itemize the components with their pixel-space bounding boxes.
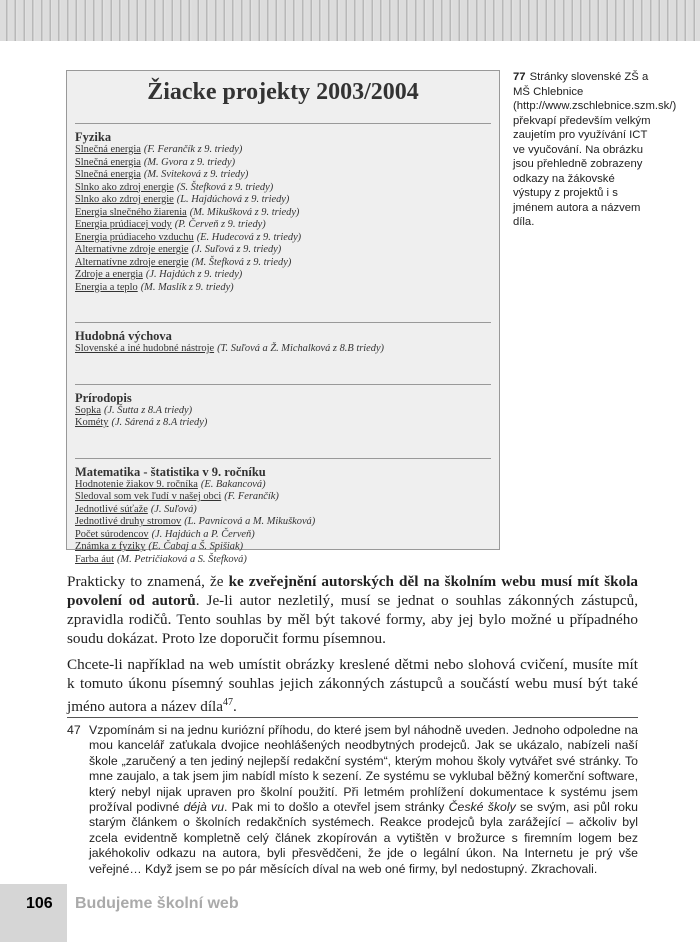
footnote xyxy=(67,717,638,877)
project-author: (J. Hajdúch a P. Červeň) xyxy=(151,528,255,540)
project-author: (M. Maslík z 9. triedy) xyxy=(140,281,234,293)
project-item xyxy=(75,244,491,257)
project-item xyxy=(75,219,491,232)
project-link[interactable]: Počet súrodencov xyxy=(75,528,149,540)
fn-i1: déjà vu xyxy=(183,800,225,815)
project-item xyxy=(75,529,491,542)
footnote-text xyxy=(67,723,638,877)
project-link[interactable]: Alternatívne zdroje energie xyxy=(75,244,189,255)
project-link[interactable]: Kométy xyxy=(75,417,109,428)
project-link[interactable]: Energia slnečného žiarenia xyxy=(75,206,187,218)
project-link[interactable]: Alternatívne zdroje energie xyxy=(75,256,189,268)
project-author: (J. Suľová z 9. triedy) xyxy=(191,244,282,255)
project-author: (L. Pavnicová a M. Mikušková) xyxy=(184,516,316,527)
paragraph-1 xyxy=(67,572,638,648)
footer-box xyxy=(0,884,67,942)
project-sections xyxy=(75,123,491,566)
project-link[interactable]: Sopka xyxy=(75,404,101,416)
body-text xyxy=(67,572,638,723)
fn-t2: . Pak mi to došlo a otevřel jsem stránky xyxy=(224,800,449,815)
project-author: (M. Petričiaková a S. Štefková) xyxy=(116,553,247,565)
project-link[interactable]: Jednotlivé druhy stromov xyxy=(75,516,182,527)
project-item xyxy=(75,417,491,430)
project-item xyxy=(75,504,491,517)
project-author: (J. Suľová) xyxy=(150,503,197,515)
project-item xyxy=(75,182,491,195)
project-item xyxy=(75,554,491,567)
project-link[interactable]: Známka z fyziky xyxy=(75,541,146,552)
project-item xyxy=(75,516,491,529)
project-author: (M. Štefková z 9. triedy) xyxy=(191,256,292,268)
section-heading: Matematika - štatistika v 9. ročníku xyxy=(75,464,266,479)
screenshot-title: Žiacke projekty 2003/2004 xyxy=(147,79,419,105)
project-item xyxy=(75,144,491,157)
section-heading: Hudobná výchova xyxy=(75,329,172,343)
project-item xyxy=(75,269,491,282)
project-link[interactable]: Slnečná energia xyxy=(75,144,141,155)
fn-i2: České školy xyxy=(448,800,516,815)
project-author: (F. Ferančík z 9. triedy) xyxy=(143,144,243,155)
p1-start: Prakticky to znamená, že xyxy=(67,573,229,590)
project-link[interactable]: Slnko ako zdroj energie xyxy=(75,181,174,193)
footnote-number: 47 xyxy=(67,723,81,737)
p1-end: . Je-li autor nezletilý, musí se jednat o souhlas zákonných zástupců, zpravidla rodičů. Tento souhlas by měl být takové formy, aby jej bylo možné u případného soudu dokázat. Proto lze doporučit formu písemnou. xyxy=(67,592,638,647)
project-author: (S. Štefková z 9. triedy) xyxy=(176,181,274,193)
project-author: (M. Mikušková z 9. triedy) xyxy=(189,206,300,218)
project-author: (E. Hudecová z 9. triedy) xyxy=(196,231,302,243)
fn-t3: se svým, asi půl roku starým článkem o školních redakčních systémech. Reakce prodejců byla zarážející – ačkoliv byl zcela evidentně kompletně celý článek zkopírován a vytištěn v brožurce s firemním logem bez jakéhokoliv odkazu na autora, byli přesvědčeni, že jde o legální úkon. Na Internetu je prý vše veřejné… Když jsem se po pár měsících díval na web oné firmy, byl nedostupný. Zkrachovali. xyxy=(89,800,639,876)
project-author: (P. Červeň z 9. triedy) xyxy=(174,219,266,230)
project-item xyxy=(75,479,491,492)
section-heading: Fyzika xyxy=(75,130,112,144)
section-divider xyxy=(75,322,491,323)
project-author: (T. Suľová a Ž. Michalková z 8.B triedy) xyxy=(217,343,385,354)
fn-t1: Vzpomínám si na jednu kuriózní příhodu, do které jsem byl náhodně uveden. Jednoho odpoledne na mou kancelář zaťukala dvojice neohlášených neodbytných prodejců. Jak se ukázalo, nabízeli naší škole „zaručený a ten jediný nejlepší redakční systém“, kterým mohou školy vytvářet své stránky. To mne zaujalo, a tak jsem jim nabídl místo k sezení. Ze systému se vyklubal běžný komerční software, který nebyl nijak upraven pro školní použití. Při letmém prohlížení dokumentace k systému jsem prožíval podivné xyxy=(89,723,638,815)
project-item xyxy=(75,194,491,207)
spacer xyxy=(75,356,491,376)
project-link[interactable]: Zdroje a energia xyxy=(75,269,143,280)
project-item xyxy=(75,282,491,295)
project-link[interactable]: Energia prúdiaceho vzduchu xyxy=(75,231,194,243)
p1-bold: ke zveřejnění autorských děl na školním webu musí mít škola povolení od autorů xyxy=(67,573,639,609)
spacer xyxy=(75,430,491,450)
project-item xyxy=(75,491,491,504)
project-link[interactable]: Hodnotenie žiakov 9. ročníka xyxy=(75,478,198,490)
project-item xyxy=(75,405,491,418)
project-item xyxy=(75,232,491,245)
project-item xyxy=(75,541,491,554)
section-divider xyxy=(75,123,491,124)
project-link[interactable]: Slnko ako zdroj energie xyxy=(75,194,174,205)
sidenote-text: Stránky slovenské ZŠ a MŠ Chlebnice (http://www.zschlebnice.szm.sk/) překvapí především velkým zaujetím pro využívání ICT ve vyučování. Na obrázku jsou přehledně zobrazeny odkazy na žákovské výstupy z projektů i s jménem autora a názvem díla. xyxy=(513,71,677,228)
sidenote-number: 77 xyxy=(513,71,526,83)
project-link[interactable]: Energia prúdiacej vody xyxy=(75,219,172,230)
project-author: (E. Bakancová) xyxy=(200,478,266,490)
project-item xyxy=(75,257,491,270)
p2-text: Chcete-li například na web umístit obrázky kreslené dětmi nebo slohová cvičení, musíte mít k tomuto úkonu písemný souhlas jejich zákonných zástupců a součástí webu musí být také jméno autora a název díla xyxy=(67,656,638,716)
project-item xyxy=(75,343,491,356)
section-heading: Prírodopis xyxy=(75,390,132,405)
project-author: (L. Hajdúchová z 9. triedy) xyxy=(176,194,290,205)
project-author: (F. Ferančík) xyxy=(224,491,279,502)
section-divider xyxy=(75,384,491,385)
project-item xyxy=(75,207,491,220)
project-author: (M. Gvora z 9. triedy) xyxy=(143,156,236,168)
website-screenshot xyxy=(66,70,500,565)
project-item xyxy=(75,157,491,170)
header-stripes xyxy=(0,0,700,41)
project-link[interactable]: Slnečná energia xyxy=(75,169,141,180)
spacer xyxy=(75,294,491,314)
project-link[interactable]: Slovenské a iné hudobné nástroje xyxy=(75,343,215,354)
page-number: 106 xyxy=(26,895,53,912)
project-link[interactable]: Slnečná energia xyxy=(75,156,141,168)
sidenote xyxy=(513,70,677,230)
p2-end: . xyxy=(233,698,237,716)
paragraph-2 xyxy=(67,655,638,716)
project-link[interactable]: Jednotlivé súťaže xyxy=(75,503,148,515)
section-divider xyxy=(75,458,491,459)
project-item xyxy=(75,169,491,182)
project-author: (J. Šutta z 8.A triedy) xyxy=(103,404,193,416)
project-author: (J. Sárená z 8.A triedy) xyxy=(111,417,208,428)
project-author: (E. Čabaj a Š. Spišiak) xyxy=(148,541,244,552)
project-link[interactable]: Farba áut xyxy=(75,553,114,565)
project-author: (J. Hajdúch z 9. triedy) xyxy=(145,269,243,280)
project-link[interactable]: Energia a teplo xyxy=(75,281,138,293)
book-title: Budujeme školní web xyxy=(75,895,239,912)
footnote-ref: 47 xyxy=(223,697,234,708)
project-author: (M. Sviteková z 9. triedy) xyxy=(143,169,249,180)
project-link[interactable]: Sledoval som vek ľudí v našej obci xyxy=(75,491,222,502)
